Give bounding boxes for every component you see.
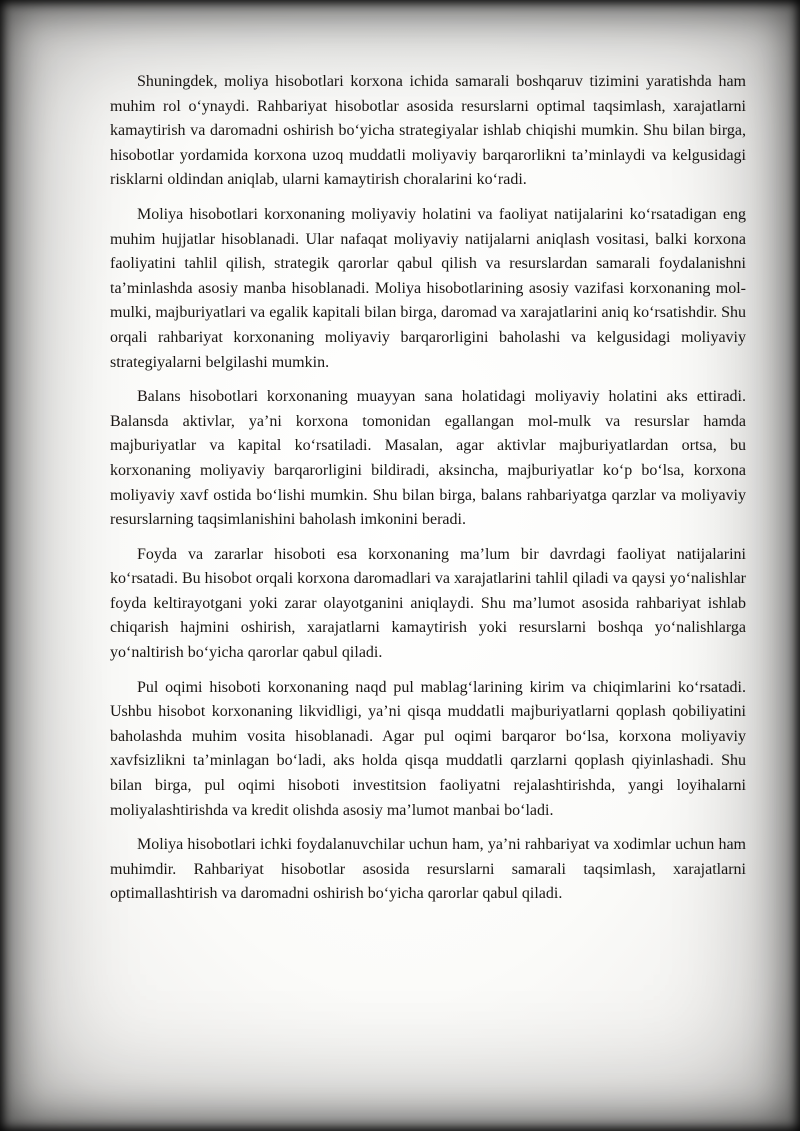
- paragraph-6: Moliya hisobotlari ichki foydalanuvchilar uchun ham, ya’ni rahbariyat va xodimlar uchun ham muhimdir. Rahbariyat hisobotlar asosida resurslarni samarali taqsimlash, xarajatlarni optimallashtirish va daromadni oshirish boʻyicha qarorlar qabul qiladi.: [110, 836, 746, 903]
- paragraph-4: Foyda va zararlar hisoboti esa korxonaning ma’lum bir davrdagi faoliyat natijalarini koʻrsatadi. Bu hisobot orqali korxona daromadlari va xarajatlarini tahlil qiladi va qaysi yoʻnalishlar foyda keltirayotgani yoki zarar olayotganini aniqlaydi. Shu ma’lumot asosida rahbariyat ishlab chiqarish hajmini oshirish, xarajatlarni kamaytirish yoki resurslarni boshqa yoʻnalishlarga yoʻnaltirish boʻyicha qarorlar qabul qiladi.: [110, 545, 746, 662]
- paragraph-1: Shuningdek, moliya hisobotlari korxona ichida samarali boshqaruv tizimini yaratishda ham muhim rol oʻynaydi. Rahbariyat hisobotlar asosida resurslarni optimal taqsimlash, xarajatlarni kamaytirish va daromadni oshirish boʻyicha strategiyalar ishlab chiqishi mumkin. Shu bilan birga, hisobotlar yordamida korxona uzoq muddatli moliyaviy barqarorlikni ta’minlaydi va kelgusidagi risklarni oldindan aniqlab, ularni kamaytirish choralarini koʻradi.: [110, 73, 746, 189]
- paragraph-5: Pul oqimi hisoboti korxonaning naqd pul mablagʻlarining kirim va chiqimlarini koʻrsatadi. Ushbu hisobot korxonaning likvidligi, ya’ni qisqa muddatli majburiyatlarni qoplash qobiliyatini baholashda muhim vosita hisoblanadi. Agar pul oqimi barqaror boʻlsa, korxona moliyaviy xavfsizlikni ta’minlagan boʻladi, aks holda qisqa muddatli qarzlarni qoplash qiyinlashadi. Shu bilan birga, pul oqimi hisoboti investitsion faoliyatni rejalashtirishda, yangi loyihalarni moliyalashtirishda va kredit olishda asosiy ma’lumot manbai boʻladi.: [110, 678, 746, 819]
- paragraph-2: Moliya hisobotlari korxonaning moliyaviy holatini va faoliyat natijalarini koʻrsatadigan eng muhim hujjatlar hisoblanadi. Ular nafaqat moliyaviy natijalarni aniqlash vositasi, balki korxona faoliyatini tahlil qilish, strategik qarorlar qabul qilish va resurslardan samarali foydalanishni ta’minlashda asosiy manba hisoblanadi. Moliya hisobotlarining asosiy vazifasi korxonaning mol-mulki, majburiyatlari va egalik kapitali bilan birga, daromad va xarajatlarini aniq koʻrsatishdir. Shu orqali rahbariyat korxonaning moliyaviy barqarorligini baholashi va kelgusidagi moliyaviy strategiyalarni belgilashi mumkin.: [110, 205, 746, 371]
- paragraph-3: Balans hisobotlari korxonaning muayyan sana holatidagi moliyaviy holatini aks ettiradi. Balansda aktivlar, ya’ni korxona tomonidan egallangan mol-mulk va resurslar hamda majburiyatlar va kapital koʻrsatiladi. Masalan, agar aktivlar majburiyatlardan ortsa, bu korxonaning moliyaviy barqarorligini bildiradi, aksincha, majburiyatlar koʻp boʻlsa, korxona moliyaviy xavf ostida boʻlishi mumkin. Shu bilan birga, balans rahbariyatga qarzlar va moliyaviy resurslarning taqsimlanishini baholash imkonini beradi.: [110, 388, 746, 529]
- document-body: [110, 70, 746, 907]
